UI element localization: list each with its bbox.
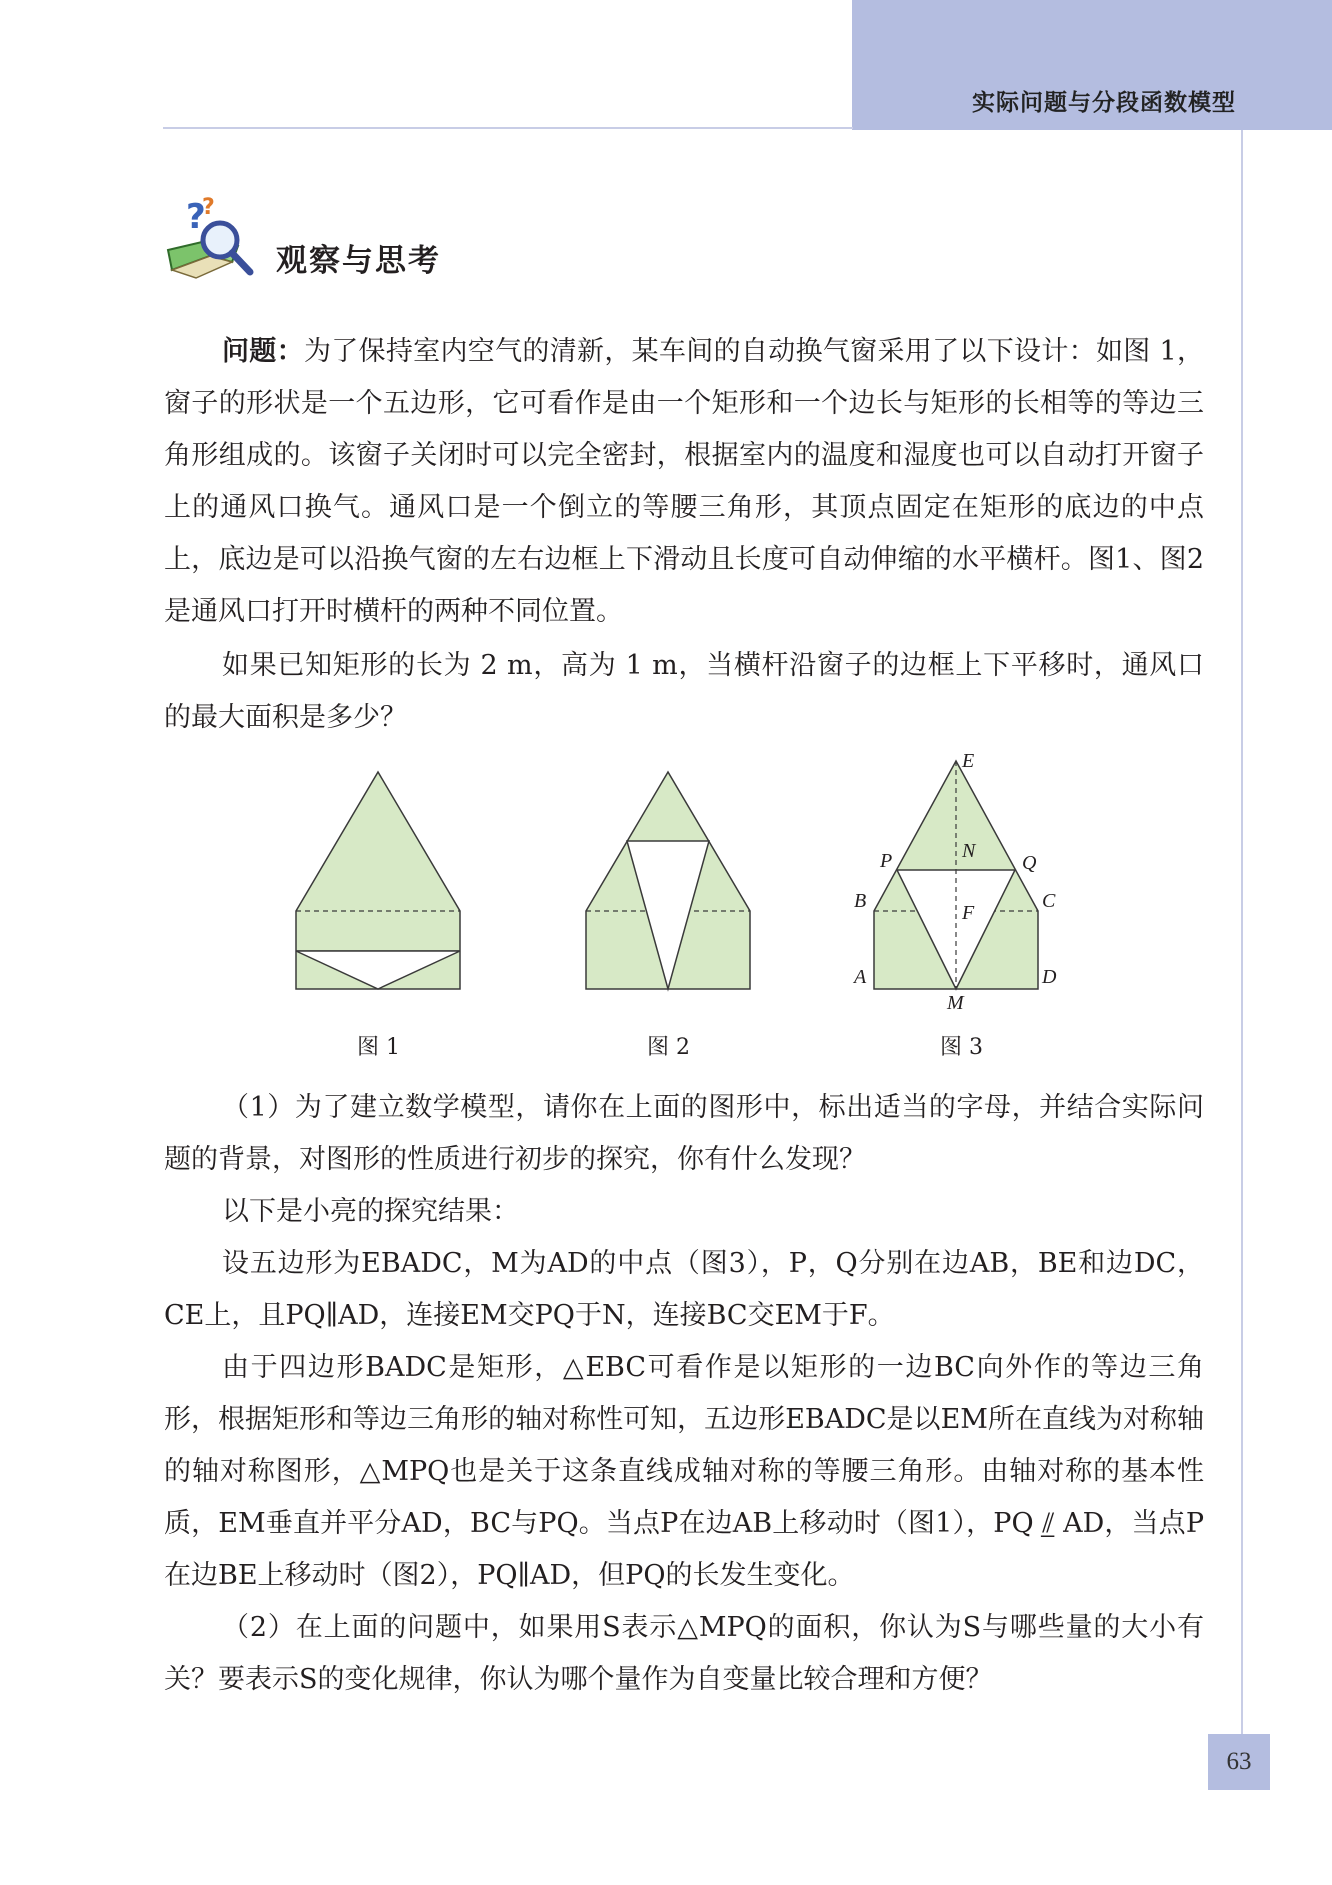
point-label-b: B — [854, 890, 867, 912]
point-label-d: D — [1042, 966, 1057, 988]
problem-paragraph — [164, 326, 1204, 638]
point-label-a: A — [854, 966, 867, 988]
point-label-c: C — [1042, 890, 1056, 912]
side-rule — [1241, 130, 1243, 1760]
figure-1-caption: 图 1 — [357, 1035, 400, 1060]
figure-2-caption: 图 2 — [647, 1035, 690, 1060]
header-rule — [163, 127, 853, 129]
svg-text:?: ? — [202, 196, 215, 220]
problem-label: 问题： — [222, 336, 304, 367]
chapter-header-title: 实际问题与分段函数模型 — [972, 90, 1236, 116]
point-label-e: E — [962, 750, 975, 772]
point-label-q: Q — [1022, 852, 1037, 874]
figure-3 — [852, 750, 1057, 1014]
discussion-block — [164, 1082, 1204, 1706]
book-magnifier-question-icon — [162, 196, 262, 292]
figure-3-caption: 图 3 — [940, 1035, 983, 1060]
exploration-setup: 设五边形为EBADC，M为AD的中点（图3），P，Q分别在边AB，BE和边DC，CE上，且PQ∥AD，连接EM交PQ于N，连接BC交EM于F。 — [164, 1248, 1204, 1331]
section-title: 观察与思考 — [276, 243, 441, 279]
point-label-f: F — [962, 902, 975, 924]
point-label-n: N — [962, 840, 976, 862]
point-label-p: P — [880, 850, 893, 872]
figure-2 — [586, 772, 750, 989]
svg-text:?: ? — [186, 197, 206, 237]
exploration-intro: 以下是小亮的探究结果： — [222, 1196, 519, 1227]
page-number: 63 — [1208, 1734, 1270, 1790]
question-2: （2）在上面的问题中，如果用S表示△MPQ的面积，你认为S与哪些量的大小有关？要表示S的变化规律，你认为哪个量作为自变量比较合理和方便？ — [164, 1612, 1204, 1695]
figure-1 — [296, 772, 460, 989]
point-label-m: M — [947, 992, 964, 1014]
figures-row — [280, 745, 1080, 1075]
exploration-analysis: 由于四边形BADC是矩形，△EBC可看作是以矩形的一边BC向外作的等边三角形，根据矩形和等边三角形的轴对称性可知，五边形EBADC是以EM所在直线为对称轴的轴对称图形，△MPQ也是关于这条直线成轴对称的等腰三角形。由轴对称的基本性质，EM垂直并平分AD，BC与PQ。当点P在边AB上移动时（图1），PQ ⫽̲ AD，当点P在边BE上移动时（图2），PQ∥AD，但PQ的长发生变化。 — [164, 1352, 1204, 1591]
problem-question: 如果已知矩形的长为 2 m，高为 1 m，当横杆沿窗子的边框上下平移时，通风口的最大面积是多少？ — [164, 650, 1204, 733]
problem-text: 为了保持室内空气的清新，某车间的自动换气窗采用了以下设计：如图 1，窗子的形状是一个五边形，它可看作是由一个矩形和一个边长与矩形的长相等的等边三角形组成的。该窗子关闭时可以完全密封，根据室内的温度和湿度也可以自动打开窗子上的通风口换气。通风口是一个倒立的等腰三角形，其顶点固定在矩形的底边的中点上，底边是可以沿换气窗的左右边框上下滑动且长度可自动伸缩的水平横杆。图1、图2是通风口打开时横杆的两种不同位置。 — [164, 336, 1204, 627]
question-1: （1）为了建立数学模型，请你在上面的图形中，标出适当的字母，并结合实际问题的背景，对图形的性质进行初步的探究，你有什么发现？ — [164, 1092, 1204, 1175]
figures-svg — [280, 745, 1080, 1075]
